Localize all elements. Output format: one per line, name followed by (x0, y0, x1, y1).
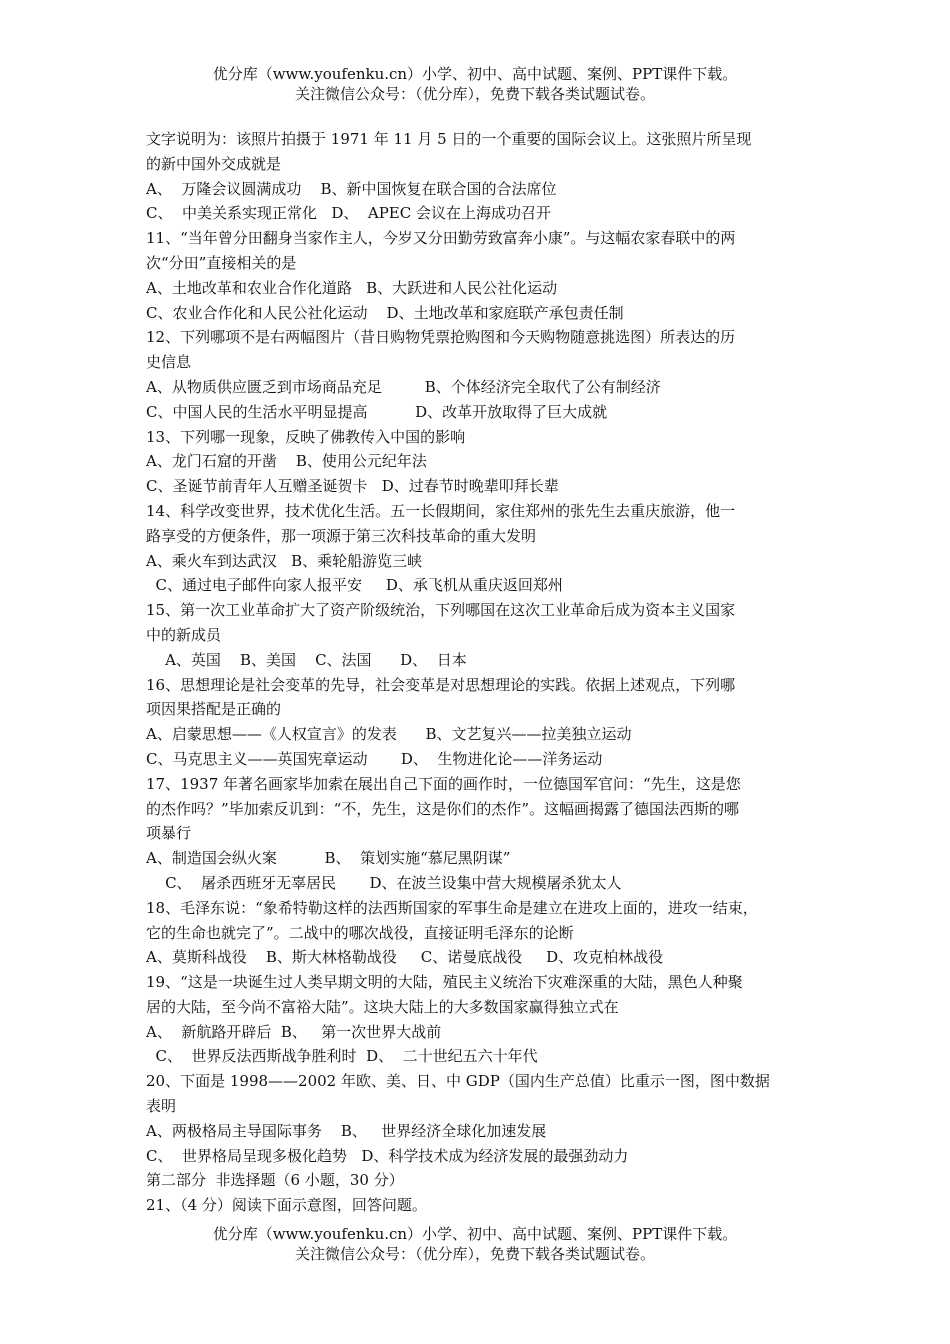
text-line: A、土地改革和农业合作化道路 B、大跃进和人民公社化运动 (146, 278, 558, 297)
text-line: 项暴行 (146, 824, 192, 843)
text-line: C、 世界格局呈现多极化趋势 D、科学技术成为经济发展的最强劲动力 (146, 1146, 629, 1165)
text-line: A、从物质供应匮乏到市场商品充足 B、个体经济完全取代了公有制经济 (146, 377, 661, 396)
text-line: 的杰作吗？”毕加索反讥到：“不，先生，这是你们的杰作”。这幅画揭露了德国法西斯的哪 (146, 799, 740, 818)
header-line-1: 优分库（www.youfenku.cn）小学、初中、高中试题、案例、PPT课件下载。 (212, 65, 738, 83)
text-line: A、乘火车到达武汉 B、乘轮船游览三峡 (146, 551, 423, 570)
text-line: 20、下面是 1998——2002 年欧、美、日、中 GDP（国内生产总值）比重示一图，图中数据 (146, 1072, 770, 1091)
text-line: 16、思想理论是社会变革的先导，社会变革是对思想理论的实践。依据上述观点，下列哪 (146, 675, 736, 694)
text-line: C、通过电子邮件向家人报平安 D、承飞机从重庆返回郑州 (146, 576, 563, 595)
header-line-2: 关注微信公众号：（优分库），免费下载各类试题试卷。 (294, 85, 655, 103)
text-line: C、马克思主义——英国宪章运动 D、 生物进化论——洋务运动 (146, 749, 603, 768)
text-line: 13、下列哪一现象，反映了佛教传入中国的影响 (146, 427, 466, 446)
text-line: A、启蒙思想——《人权宣言》的发表 B、文艺复兴——拉美独立运动 (146, 725, 632, 744)
page-header (0, 64, 950, 104)
footer-line-2: 关注微信公众号：（优分库），免费下载各类试题试卷。 (294, 1245, 655, 1263)
text-line: A、两极格局主导国际事务 B、 世界经济全球化加速发展 (146, 1121, 547, 1140)
page-footer (0, 1224, 950, 1264)
text-line: 中的新成员 (146, 625, 222, 644)
text-line: A、 万隆会议圆满成功 B、新中国恢复在联合国的合法席位 (146, 179, 557, 198)
text-line: C、 世界反法西斯战争胜利时 D、 二十世纪五六十年代 (146, 1047, 538, 1066)
text-line: 次“分田”直接相关的是 (146, 253, 297, 272)
text-line: 史信息 (146, 353, 192, 372)
section-title: 第二部分 非选择题（6 小题，30 分） (146, 1171, 404, 1190)
text-line: 19、“这是一块诞生过人类早期文明的大陆，殖民主义统治下灾难深重的大陆，黑色人种聚 (146, 973, 743, 992)
text-line: 项因果搭配是正确的 (146, 700, 282, 719)
text-line: 15、第一次工业革命扩大了资产阶级统治，下列哪国在这次工业革命后成为资本主义国家 (146, 601, 736, 620)
text-line: 它的生命也就完了”。二战中的哪次战役，直接证明毛泽东的论断 (146, 923, 574, 942)
text-line: C、农业合作化和人民公社化运动 D、土地改革和家庭联产承包责任制 (146, 303, 624, 322)
text-line: 14、科学改变世界，技术优化生活。五一长假期间，家住郑州的张先生去重庆旅游，他一 (146, 501, 736, 520)
text-line: C、圣诞节前青年人互赠圣诞贺卡 D、过春节时晚辈叩拜长辈 (146, 477, 559, 496)
text-line: 12、下列哪项不是右两幅图片（昔日购物凭票抢购图和今天购物随意挑选图）所表达的历 (146, 328, 736, 347)
footer-line-1: 优分库（www.youfenku.cn）小学、初中、高中试题、案例、PPT课件下载。 (212, 1225, 738, 1243)
text-line: A、莫斯科战役 B、斯大林格勒战役 C、诺曼底战役 D、攻克柏林战役 (146, 948, 664, 967)
text-line: 路享受的方便条件，那一项源于第三次科技革命的重大发明 (146, 526, 537, 545)
document-body (146, 127, 816, 1218)
text-line: A、英国 B、美国 C、法国 D、 日本 (146, 650, 467, 669)
text-line: C、 中美关系实现正常化 D、 APEC 会议在上海成功召开 (146, 204, 552, 223)
text-line: 11、“当年曾分田翻身当家作主人，今岁又分田勤劳致富奔小康”。与这幅农家春联中的两 (146, 229, 736, 248)
text-line: A、龙门石窟的开凿 B、使用公元纪年法 (146, 452, 427, 471)
question-21: 21、（4 分）阅读下面示意图，回答问题。 (146, 1196, 427, 1215)
text-line: C、 屠杀西班牙无辜居民 D、在波兰设集中营大规模屠杀犹太人 (146, 873, 622, 892)
text-line: 文字说明为：该照片拍摄于 1971 年 11 月 5 日的一个重要的国际会议上。这张照片所呈现 (146, 130, 752, 148)
text-line: 18、毛泽东说：“象希特勒这样的法西斯国家的军事生命是建立在进攻上面的，进攻一结束， (146, 898, 758, 917)
text-line: 的新中国外交成就是 (146, 154, 282, 173)
text-line: C、中国人民的生活水平明显提高 D、改革开放取得了巨大成就 (146, 402, 608, 421)
text-line: 表明 (146, 1097, 177, 1116)
text-line: 17、1937 年著名画家毕加索在展出自己下面的画作时，一位德国军官问：“先生，这是您 (146, 774, 741, 793)
text-line: 居的大陆，至今尚不富裕大陆”。这块大陆上的大多数国家赢得独立式在 (146, 997, 619, 1016)
text-line: A、 新航路开辟后 B、 第一次世界大战前 (146, 1022, 442, 1041)
text-line: A、制造国会纵火案 B、 策划实施“慕尼黑阴谋” (146, 849, 511, 868)
